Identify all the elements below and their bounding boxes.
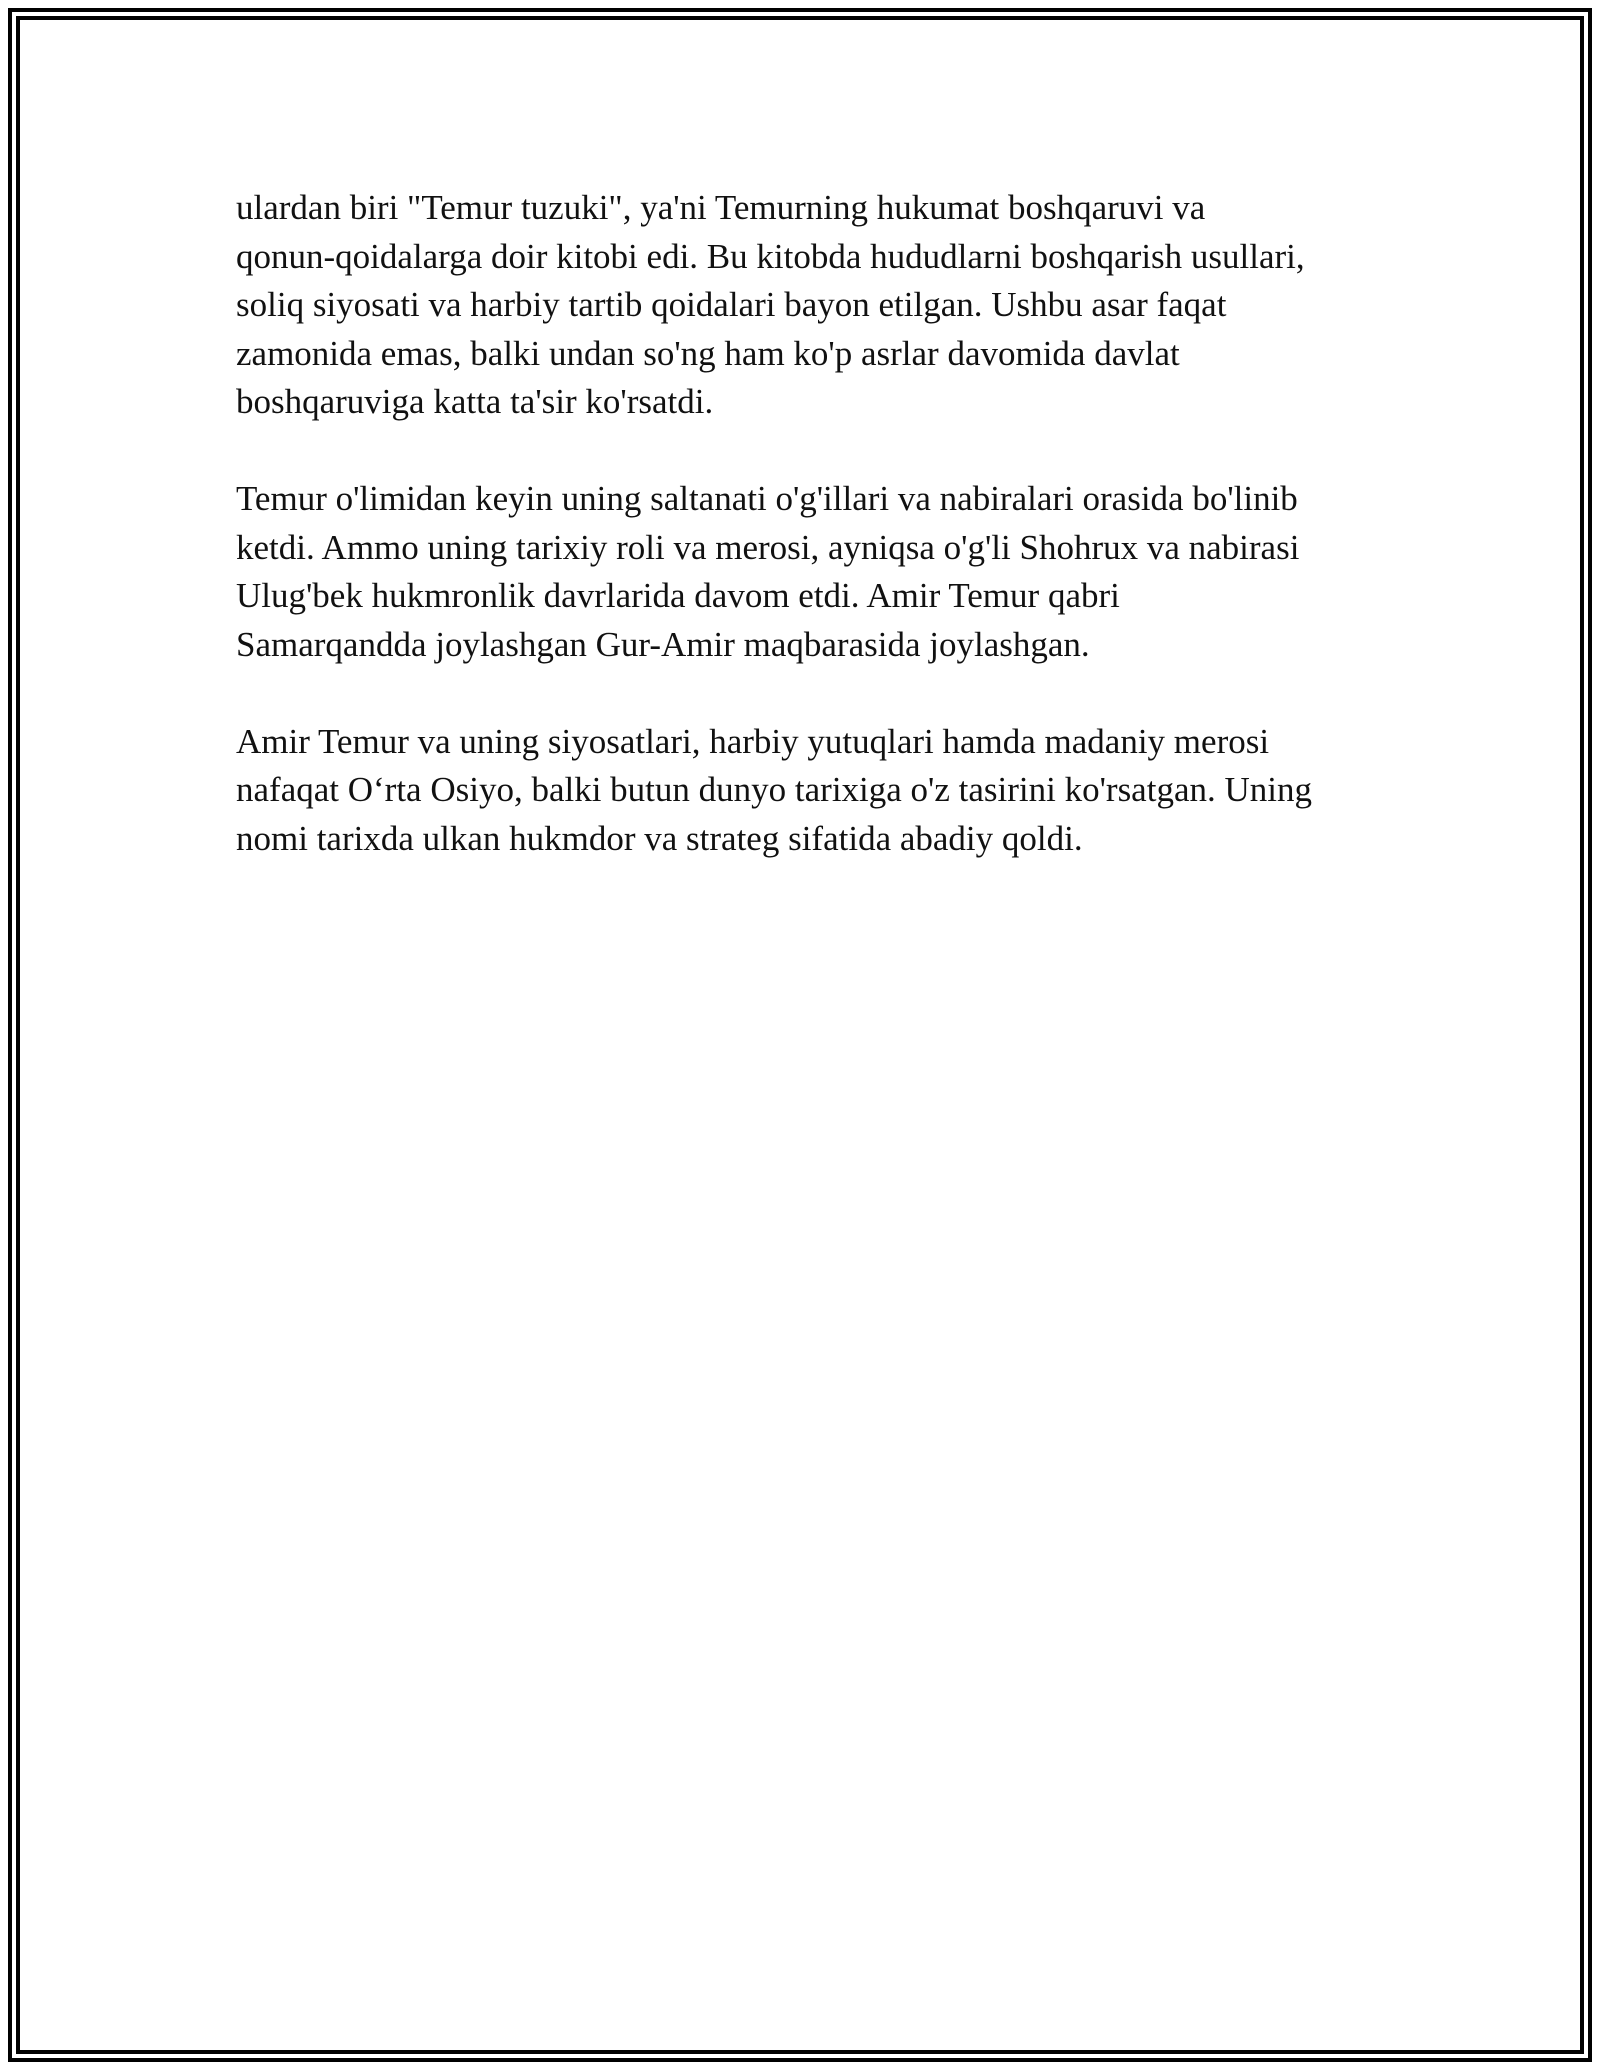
document-body	[236, 184, 1376, 863]
text-line: Samarqandda joylashgan Gur-Amir maqbarasida joylashgan.	[236, 624, 1090, 664]
paragraph-3	[236, 718, 1376, 864]
paragraph-2	[236, 475, 1376, 669]
text-line: Temur o'limidan keyin uning saltanati o'g'illari va nabiralari orasida bo'linib	[236, 479, 1298, 518]
text-line: ketdi. Ammo uning tarixiy roli va merosi, ayniqsa o'g'li Shohrux va nabirasi	[236, 527, 1300, 567]
text-line: qonun-qoidalarga doir kitobi edi. Bu kitobda hududlarni boshqarish usullari,	[236, 236, 1305, 276]
text-line: Amir Temur va uning siyosatlari, harbiy yutuqlari hamda madaniy merosi	[236, 721, 1270, 761]
text-line: Ulug'bek hukmronlik davrlarida davom etdi. Amir Temur qabri	[236, 576, 1120, 615]
text-line: boshqaruviga katta ta'sir ko'rsatdi.	[236, 382, 714, 421]
text-line: soliq siyosati va harbiy tartib qoidalari bayon etilgan. Ushbu asar faqat	[236, 285, 1227, 324]
text-line: ulardan biri "Temur tuzuki", ya'ni Temurning hukumat boshqaruvi va	[236, 188, 1206, 227]
text-line: zamonida emas, balki undan so'ng ham ko'p asrlar davomida davlat	[236, 333, 1180, 373]
paragraph-1	[236, 184, 1376, 427]
text-line: nomi tarixda ulkan hukmdor va strateg sifatida abadiy qoldi.	[236, 818, 1083, 858]
text-line: nafaqat Oʻrta Osiyo, balki butun dunyo tarixiga o'z tasirini ko'rsatgan. Uning	[236, 770, 1312, 809]
